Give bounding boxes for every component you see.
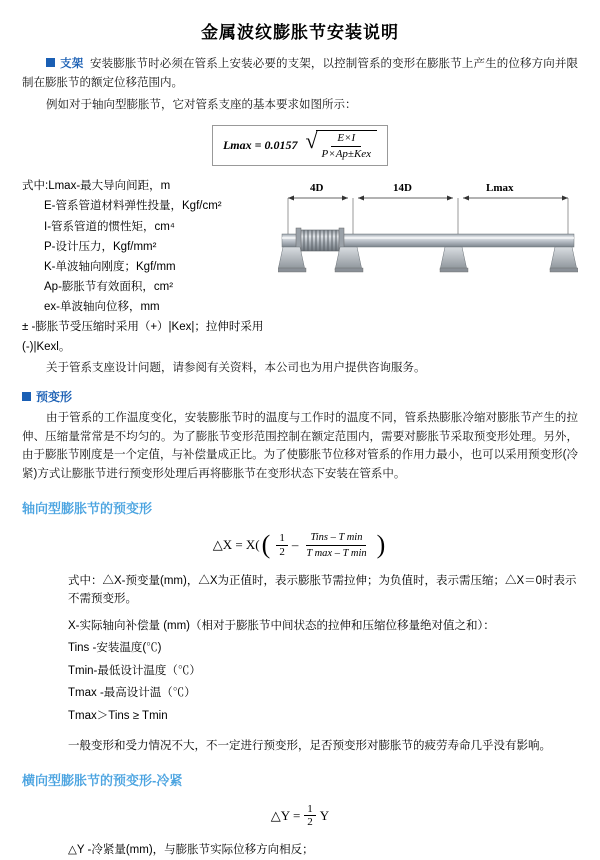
formula-lmax-denominator: P×Ap±Kex <box>321 148 372 161</box>
axial-predeform-list <box>22 615 578 727</box>
temp-fraction-denominator: T max – T min <box>306 547 367 559</box>
formula-minus-sign: – <box>291 537 299 553</box>
predeform-paragraph: 由于管系的工作温度变化，安装膨胀节时的温度与工作时的温度不同，管系热膨胀冷缩对膨胀节产生的拉伸、压缩量常常是不均匀的。为了膨胀节变形范围控制在额定范围内，需要对膨胀节采取预变形处理。另外，由于膨胀节刚度是一个定值，与补偿量成正比。为了使膨胀节位移对管系的作用力最小，也可以采用预变形(冷紧)方式让膨胀节进行预变形处理后再将膨胀节在变形状态下安装在管系中。 <box>22 412 578 480</box>
half-numerator: 1 <box>276 532 288 546</box>
half-numerator: 1 <box>304 803 316 817</box>
list-item: K-单波轴向刚度；Kgf/mm <box>44 260 176 273</box>
diagram-label-14d: 14D <box>393 182 412 195</box>
list-item: 式中:Lmax-最大导向间距，m <box>22 180 171 193</box>
list-item: X-实际轴向补偿量 (mm)（相对于膨胀节中间状态的拉伸和压缩位移量绝对值之和）： <box>68 620 495 632</box>
diagram-label-lmax: Lmax <box>486 182 514 195</box>
formula-lmax-lead: Lmax = 0.0157 <box>222 138 298 153</box>
list-item: ex-单波轴向位移，mm <box>44 301 160 313</box>
diagram-graphic <box>278 182 578 307</box>
blue-square-icon <box>22 392 31 401</box>
list-item: Ap-膨胀节有效面积，cm² <box>44 280 174 293</box>
formula-half-fraction <box>276 532 288 558</box>
list-item: P-设计压力，Kgf/mm² <box>44 240 157 253</box>
list-item: ± -膨胀节受压缩时采用（+）|Kex|；拉伸时采用(-)|Kexl。 <box>22 321 264 354</box>
half-denominator: 2 <box>307 816 313 829</box>
formula-lateral-lhs: △Y = <box>270 807 301 823</box>
page-title: 金属波纹膨胀节安装说明 <box>201 23 399 42</box>
axial-predeform-heading: 轴向型膨胀节的预变形 <box>22 500 153 516</box>
bracket-section-paragraph-2: 例如对于轴向型膨胀节，它对管系支座的基本要求如图所示： <box>46 99 357 112</box>
formula-open-paren: ( <box>261 529 271 559</box>
axial-expansion-joint-piping-diagram <box>278 182 578 307</box>
formula-close-paren: ) <box>376 529 386 559</box>
diagram-label-4d: 4D <box>310 182 324 195</box>
formula-lmax <box>212 125 388 166</box>
list-item: E-管系管道材料弹性投量，Kgf/cm² <box>44 200 222 213</box>
formula-temperature-fraction <box>302 531 370 560</box>
axial-predeform-note: 一般变形和受力情况不大，不一定进行预变形，足否预变形对膨胀节的疲劳寿命几乎没有影响。 <box>68 740 551 753</box>
lateral-predeform-heading: 横向型膨胀节的预变形-冷紧 <box>22 772 183 788</box>
predeform-heading-text: 预变形 <box>36 390 73 404</box>
bracket-section-paragraph-1 <box>22 55 578 92</box>
half-denominator: 2 <box>279 545 285 558</box>
formula-lmax-numerator: E×I <box>331 132 361 147</box>
list-item: Tmin-最低设计温度（℃） <box>68 664 201 677</box>
formula-lmax-container <box>22 125 578 166</box>
bracket-section-heading: 支架 <box>60 58 84 70</box>
predeform-section-heading <box>22 388 578 405</box>
axial-predeform-explanation: 式中：△X-预变量(mm)，△X为正值时，表示膨胀节需拉伸；为负值时，表示需压缩；△X＝0时表示不需预变形。 <box>68 574 577 606</box>
list-item: Tmax＞Tins ≥ Tmin <box>68 709 168 722</box>
formula-axial-lhs: △X = X( <box>212 537 260 553</box>
legend-and-diagram-block <box>22 176 578 357</box>
formula-lateral-rhs: Y <box>319 807 330 823</box>
formula-lateral-predeform <box>22 803 578 829</box>
legend-list <box>22 176 287 357</box>
lateral-predeform-explanation: △Y -冷紧量(mm)，与膨胀节实际位移方向相反； <box>68 844 314 857</box>
list-item: Tins -安装温度(℃) <box>68 642 162 655</box>
formula-axial-predeform <box>22 531 578 560</box>
list-item: I-管系管道的惯性矩，cm⁴ <box>44 220 175 233</box>
blue-square-icon <box>46 58 55 67</box>
bracket-section-text-1: 安装膨胀节时必须在管系上安装必要的支架，以控制管系的变形在膨胀节上产生的位移方向并限制在膨胀节的额定位移范围内。 <box>22 58 579 89</box>
consult-paragraph: 关于管系支座设计问题，请参阅有关资料，本公司也为用户提供咨询服务。 <box>46 362 426 375</box>
formula-half-fraction-lateral <box>304 803 316 829</box>
sqrt-symbol-icon: √ $\frac{E\times I}{\text{P×Ap±Kex}}$ <box>305 130 377 161</box>
temp-fraction-numerator: Tins – T min <box>306 531 366 546</box>
list-item: Tmax -最高设计温（℃） <box>68 687 196 700</box>
